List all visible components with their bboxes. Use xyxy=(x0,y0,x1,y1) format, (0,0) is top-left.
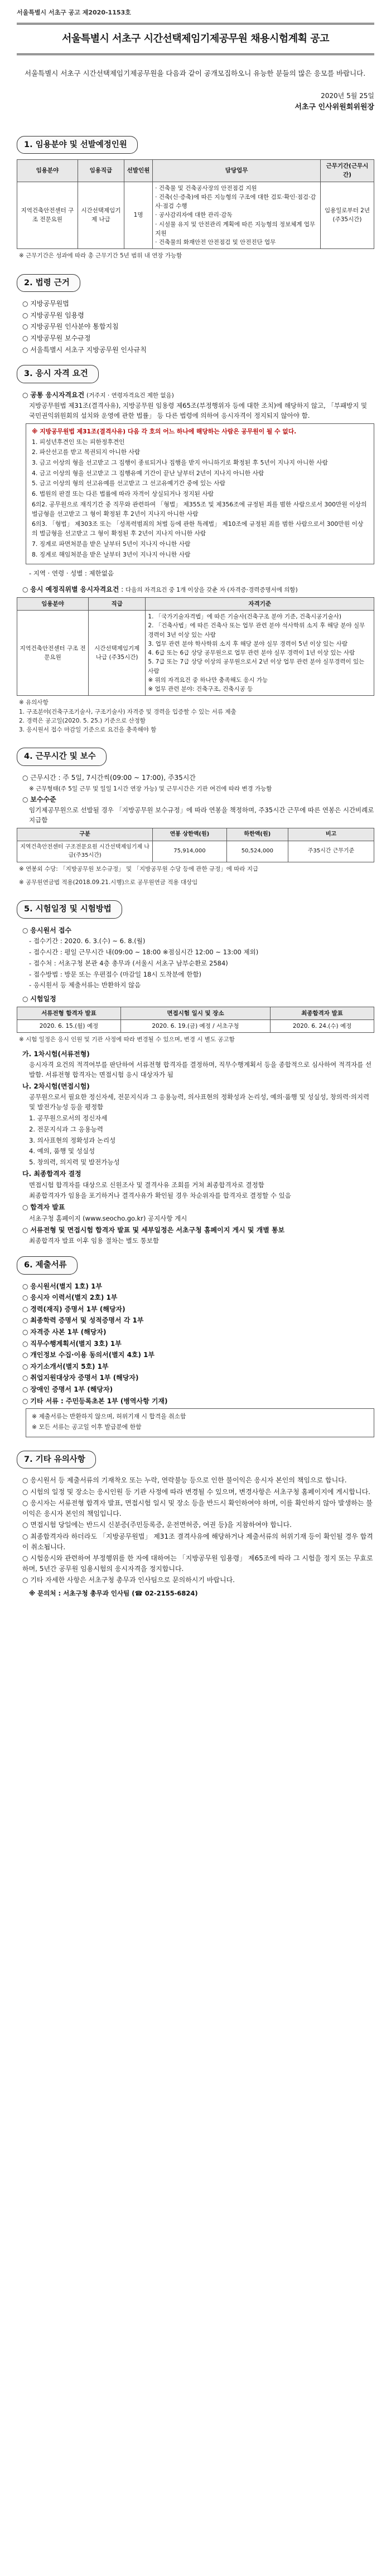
notice-item: ○ 기타 자세한 사항은 서초구청 총무과 인사팀으로 문의하시기 바랍니다. xyxy=(22,1576,235,1584)
law-item: ○ 지방공무원 임용령 xyxy=(22,311,84,319)
law-item: ○ 지방공무원 보수규정 xyxy=(22,334,91,342)
section-2-title: 2. 법령 근거 xyxy=(17,274,80,292)
final-candidate-title: 다. 최종합격자 결정 xyxy=(22,1170,81,1178)
schedule-header: 최종합격자 발표 xyxy=(271,1007,374,1019)
requirements-table xyxy=(17,597,374,696)
requirement-criteria: 1. 「국가기술자격법」에 따른 기술사(건축구조 분야 기준, 건축시공기술사) 2. 「건축사법」에 따른 건축사 또는 업무 관련 분야 석사학위 소지 후 해당 분야 실무 경력이 3년 이상 있는 사람 3. 업무 관련 분야 학사학위 소지 후 해당 분야 실무 경력이 5년 이상 있는 사람 4. 6급 또는 6급 상당 공무원으로 업무 관련 분야 실무 경력이 1년 이상 있는 사람 5. 7급 또는 7급 상당 이상의 공무원으로서 2년 이상 업무 관련 분야 실무경력이 있는 사람 ※ 위의 자격요건 중 하나만 충족해도 응시 가능 ※ 업무 관련 분야: 건축구조, 건축시공 등 xyxy=(146,611,374,696)
table-row xyxy=(17,841,374,862)
result-title: ○ 합격자 발표 xyxy=(22,1203,65,1212)
notice-date: 2020년 5월 25일 xyxy=(321,91,374,100)
doc-item: ○ 경력(재직) 증명서 1부 (해당자) xyxy=(22,1305,125,1313)
result-notice-title: ○ 서류전형 및 면접시험 합격자 발표 및 세부일정은 서초구청 홈페이지 게시 및 개별 통보 xyxy=(22,1226,285,1234)
duty-item: · 시설물 유지 및 안전관리 계획에 따른 지능형의 정보체계 업무 지원 xyxy=(155,221,316,237)
duty-item: · 건축물의 화재안전 안전점검 및 안전진단 업무 xyxy=(155,239,276,246)
notice-item: ○ 시험의 일정 및 장소는 응시인원 등 기관 사정에 따라 변경될 수 있으며, 변경사항은 서초구청 홈페이지에 게시합니다. xyxy=(22,1487,370,1496)
section-1-title: 1. 임용분야 및 선발예정인원 xyxy=(17,136,138,154)
duty-item: · 건축물 및 건축공사장의 안전점검 지원 xyxy=(155,184,257,192)
interview-title: 나. 2차시험(면접시험) xyxy=(22,1082,90,1090)
schedule-interview: 2020. 6. 19.(금) 예정 / 서초구청 xyxy=(120,1020,270,1033)
interview-criteria: 4. 예의, 품행 및 성실성 xyxy=(29,1147,95,1155)
doc-item: ○ 응시원서(별지 1호) 1부 xyxy=(22,1282,103,1290)
position-count: 1명 xyxy=(124,182,152,249)
intro-text: 서울특별시 서초구 시간선택제임기제공무원을 다음과 같이 공개모집하오니 유능한 분들의 많은 응모를 바랍니다. xyxy=(25,69,366,77)
doc-item: ○ 취업지원대상자 증명서 1부 (해당자) xyxy=(22,1374,139,1382)
schedule-header: 서류전형 합격자 발표 xyxy=(17,1007,121,1019)
section-4-title: 4. 근무시간 및 보수 xyxy=(17,748,107,765)
position-period: 임용일로부터 2년 (주35시간) xyxy=(321,182,374,249)
work-hours: ○ 근무시간 : 주 5일, 7시간씩(09:00 ~ 17:00), 주35시간 xyxy=(22,773,196,782)
table-row xyxy=(17,611,374,696)
requirements-header: 자격기준 xyxy=(146,597,374,610)
schedule-header: 면접시험 일시 및 장소 xyxy=(120,1007,270,1019)
disqualification-box: ※ 지방공무원법 제31조(결격사유) 다음 각 호의 어느 하나에 해당하는 사람은 공무원이 될 수 없다. 1. 피성년후견인 또는 피한정후견인 2. 파산선고를 받고 복권되지 아니한 사람 3. 금고 이상의 형을 선고받고 그 집행이 종료되거나 집행을 받지 아니하기로 확정된 후 5년이 지나지 아니한 사람 4. 금고 이상의 형을 선고받고 그 집행유예 기간이 끝난 날부터 2년이 지나지 아니한 사람 5. 금고 이상의 형의 선고유예를 선고받고 그 선고유예기간 중에 있는 사람 6. 법원의 판결 또는 다른 법률에 따라 자격이 상실되거나 정지된 사람 6의2. 공무원으로 재직기간 중 직무와 관련하여 「형법」 제355조 및 제356조에 규정된 죄를 범한 사람으로서 300만원 이상의 벌금형을 선고받고 그 형이 확정된 후 2년이 지나지 아니한 사람 6의3. 「형법」 제303조 또는 「성폭력범죄의 처벌 등에 관한 특례법」 제10조에 규정된 죄를 범한 사람으로서 300만원 이상의 벌금형을 선고받고 그 형이 확정된 후 2년이 지나지 아니한 사람 7. 징계로 파면처분을 받은 날부터 5년이 지나지 아니한 사람 8. 징계로 해임처분을 받은 날부터 3년이 지나지 아니한 사람 xyxy=(26,423,374,565)
pay-table xyxy=(17,828,374,862)
position-field: 지역건축안전센터 구조 전문요원 xyxy=(17,182,78,249)
notice-item: ○ 시험응시와 관련하여 부정행위를 한 자에 대하여는 「지방공무원 임용령」 제65조에 따라 그 시험을 정지 또는 무효로 하며, 5년간 공무원 임용시험의 응시자격을 정지합니다. xyxy=(22,1554,373,1573)
doc-item: ○ 자기소개서(별지 5호) 1부 xyxy=(22,1362,109,1370)
pay-note-cell: 주35시간 근무기준 xyxy=(288,841,374,862)
title-box xyxy=(17,23,374,55)
interview-criteria: 5. 창의력, 의지력 및 발전가능성 xyxy=(29,1158,120,1167)
pay-lower: 50,524,000 xyxy=(226,841,288,862)
interview-criteria: 1. 공무원으로서의 정신자세 xyxy=(29,1114,108,1122)
result-notice-desc: 최종합격자 발표 이후 임용 절차는 별도 통보함 xyxy=(29,1237,160,1245)
interview-criteria: 3. 의사표현의 정확성과 논리성 xyxy=(29,1136,116,1144)
law-item: ○ 지방공무원 인사분야 통합지침 xyxy=(22,323,119,331)
interview-criteria: 2. 전문지식과 그 응용능력 xyxy=(29,1125,104,1133)
requirement-grade: 시간선택제임기제 나급 (주35시간) xyxy=(89,611,146,696)
doc-item: ○ 응시자 이력서(별지 2호) 1부 xyxy=(22,1294,118,1302)
apply-item: - 접수기간 : 2020. 6. 3.(수) ~ 6. 8.(월) xyxy=(29,937,146,945)
schedule-title: ○ 시험일정 xyxy=(22,995,56,1003)
apply-item: - 접수시간 : 평일 근무시간 내(09:00 ~ 18:00 ※점심시간 12:00 ~ 13:00 제외) xyxy=(29,948,259,956)
table-row xyxy=(17,1020,374,1033)
positions-table xyxy=(17,159,374,249)
duty-item: · 공사감리자에 대한 관리·감독 xyxy=(155,212,233,219)
schedule-note: ※ 시험 일정은 응시 인원 및 기관 사정에 따라 변경될 수 있으며, 변경 시 별도 공고함 xyxy=(19,1036,235,1043)
apply-item: - 접수처 : 서초구청 본관 4층 총무과 (서울시 서초구 남부순환로 2584) xyxy=(29,959,228,967)
pay-note-2: ※ 공무원연금법 적용(2018.09.21.시행)으로 공무원연금 적용 대상임 xyxy=(19,879,198,886)
doc-screening-title: 가. 1차시험(서류전형) xyxy=(22,1050,90,1058)
requirements-header: 직급 xyxy=(89,597,146,610)
doc-item: ○ 최종학력 증명서 및 성적증명서 각 1부 xyxy=(22,1316,144,1325)
pay-header: 비고 xyxy=(288,828,374,841)
schedule-doc-result: 2020. 6. 15.(월) 예정 xyxy=(17,1020,121,1033)
pay-header: 하한액(원) xyxy=(226,828,288,841)
table-row xyxy=(17,182,374,249)
positions-header: 담당업무 xyxy=(153,160,321,182)
schedule-table xyxy=(17,1007,374,1033)
section-3-title: 3. 응시 자격 요건 xyxy=(17,365,99,383)
work-hours-note: ※ 근무형태(주 5일 근무 및 일일 1시간 연장 가능) 및 근무시간은 기관 여건에 따라 변경 가능함 xyxy=(29,785,272,792)
schedule-final: 2020. 6. 24.(수) 예정 xyxy=(271,1020,374,1033)
final-candidate-desc: 면접시험 합격자를 대상으로 신원조사 및 결격사유 조회를 거쳐 최종합격자로 결정함 xyxy=(29,1180,264,1189)
doc-item: ○ 장애인 증명서 1부 (해당자) xyxy=(22,1385,113,1393)
law-item: ○ 서울특별시 서초구 지방공무원 인사규칙 xyxy=(22,345,147,354)
specific-requirements-title: ○ 응시 예정직위별 응시자격요건 : 다음의 자격요건 중 1개 이상을 갖춘 자 (자격증·경력증명서에 의함) xyxy=(22,586,298,594)
doc-item: ○ 직무수행계획서(별지 3호) 1부 xyxy=(22,1339,122,1348)
notice-org: 서초구 인사위원회위원장 xyxy=(295,103,374,112)
pay-upper: 75,914,000 xyxy=(153,841,226,862)
notice-number: 서울특별시 서초구 공고 제2020-1153호 xyxy=(17,9,131,16)
requirements-header: 임용분야 xyxy=(17,597,89,610)
doc-notes: ※ 제출서류는 반환하지 않으며, 허위기재 시 합격을 취소함 ※ 모든 서류는 공고일 이후 발급분에 한함 xyxy=(26,1408,374,1437)
positions-header: 임용분야 xyxy=(17,160,78,182)
doc-item: ○ 개인정보 수집·이용 동의서(별지 4호) 1부 xyxy=(22,1351,155,1359)
notice-item: ○ 응시원서 등 제출서류의 기재착오 또는 누락, 연락불능 등으로 인한 불이익은 응시자 본인의 책임으로 합니다. xyxy=(22,1476,347,1485)
law-item: ○ 지방공무원법 xyxy=(22,300,69,308)
requirement-field: 지역건축안전센터 구조 전문요원 xyxy=(17,611,89,696)
positions-header: 선발인원 xyxy=(124,160,152,182)
pay-title: ○ 보수수준 xyxy=(22,795,56,803)
position-duties xyxy=(153,182,321,249)
positions-note: ※ 근무기간은 성과에 따라 총 근무기간 5년 범위 내 연장 가능함 xyxy=(19,252,182,260)
interview-desc: 공무원으로서 필요한 정신자세, 전문지식과 그 응용능력, 의사표현의 정확성과 논리성, 예의·품행 및 성실성, 창의력·의지력 및 발전가능성 등을 평정함 xyxy=(29,1093,370,1111)
contact-info: ※ 문의처 : 서초구청 총무과 인사팀 (☎ 02-2155-6824) xyxy=(29,1589,198,1597)
section-7-title: 7. 기타 유의사항 xyxy=(17,1451,96,1468)
doc-item: ○ 자격증 사본 1부 (해당자) xyxy=(22,1328,107,1336)
requirements-footnotes: ※ 유의사항 1. 구조분야(건축구조기술사, 구조기술사) 자격증 및 경력을 입증할 수 있는 서류 제출 2. 경력은 공고일(2020. 5. 25.) 기준으로 산정함 3. 응시원서 접수 마감일 기준으로 요건을 충족해야 함 xyxy=(19,699,236,734)
notice-item: ○ 최종합격자라 하더라도 「지방공무원법」 제31조 결격사유에 해당하거나 제출서류의 허위기재 등이 확인될 경우 합격이 취소됩니다. xyxy=(22,1533,373,1551)
pay-note: ※ 연봉외 수당: 「지방공무원 보수규정」 및 「지방공무원 수당 등에 관한 규정」에 따라 지급 xyxy=(19,865,259,872)
duty-item: · 건축(신·증축)에 따른 지능형의 구조에 대한 검토·확인·점검·감사·점검 수행 xyxy=(155,193,316,210)
section-6-title: 6. 제출서류 xyxy=(17,1256,78,1274)
positions-header: 근무기간(근무시간) xyxy=(321,160,374,182)
final-candidate-desc-2: 최종합격자가 임용을 포기하거나 결격사유가 확인될 경우 차순위자를 합격자로 결정할 수 있음 xyxy=(29,1192,291,1200)
pay-desc: 임기제공무원으로 선발될 경우 「지방공무원 보수규정」에 따라 연봉을 책정하며, 주35시간 근무에 따른 연봉은 시간비례로 지급함 xyxy=(29,806,374,824)
pay-header: 구분 xyxy=(17,828,153,841)
apply-title: ○ 응시원서 접수 xyxy=(22,926,72,934)
page-title: 서울특별시 서초구 시간선택제임기제공무원 채용시험계획 공고 xyxy=(61,33,330,45)
common-requirements-text: 지방공무원법 제31조(결격사유), 지방공무원 임용령 제65조(부정행위자 등에 대한 조치)에 해당하지 않고, 「부패방지 및 국민권익위원회의 설치와 운영에 관한 법률」 등 다른 법령에 의하여 응시자격이 정지되지 않아야 함. xyxy=(29,402,368,419)
common-requirements-title: ○ 공통 응시자격요건 (거주지 · 연령자격요건 제한 없음) xyxy=(22,391,174,399)
positions-header: 임용직급 xyxy=(78,160,124,182)
doc-screening-desc: 응시자격 요건의 적격여부를 판단하여 서류전형 합격자를 결정하며, 직무수행계획서 등을 종합적으로 심사하여 적격자를 선발함. 서류전형 합격자는 면접시험 응시 대상자가 됨 xyxy=(29,1061,372,1079)
pay-field: 지역건축안전센터 구조전문요원 시간선택제임기제 나급(주35시간) xyxy=(17,841,153,862)
doc-item: ○ 기타 서류 : 주민등록초본 1부 (병역사항 기재) xyxy=(22,1397,168,1405)
notice-item: ○ 면접시험 당일에는 반드시 신분증(주민등록증, 운전면허증, 여권 등)을 지참하여야 합니다. xyxy=(22,1521,292,1529)
section-5-title: 5. 시험일정 및 시험방법 xyxy=(17,900,122,918)
apply-item: - 응시원서 등 제출서류는 반환하지 않음 xyxy=(29,981,141,989)
pay-header: 연봉 상한액(원) xyxy=(153,828,226,841)
result-desc: 서초구청 홈페이지 (www.seocho.go.kr) 공지사항 게시 xyxy=(29,1214,187,1222)
position-grade: 시간선택제임기제 나급 xyxy=(78,182,124,249)
age-restriction: - 지역 · 연령 · 성별 : 제한없음 xyxy=(29,569,114,578)
notice-item: ○ 응시자는 서류전형 합격자 발표, 면접시험 일시 및 장소 등을 반드시 확인하여야 하며, 이를 확인하지 않아 발생하는 불이익은 응시자 본인의 책임입니다. xyxy=(22,1499,373,1518)
apply-item: - 접수방법 : 방문 또는 우편접수 (마감일 18시 도착분에 한함) xyxy=(29,970,201,978)
